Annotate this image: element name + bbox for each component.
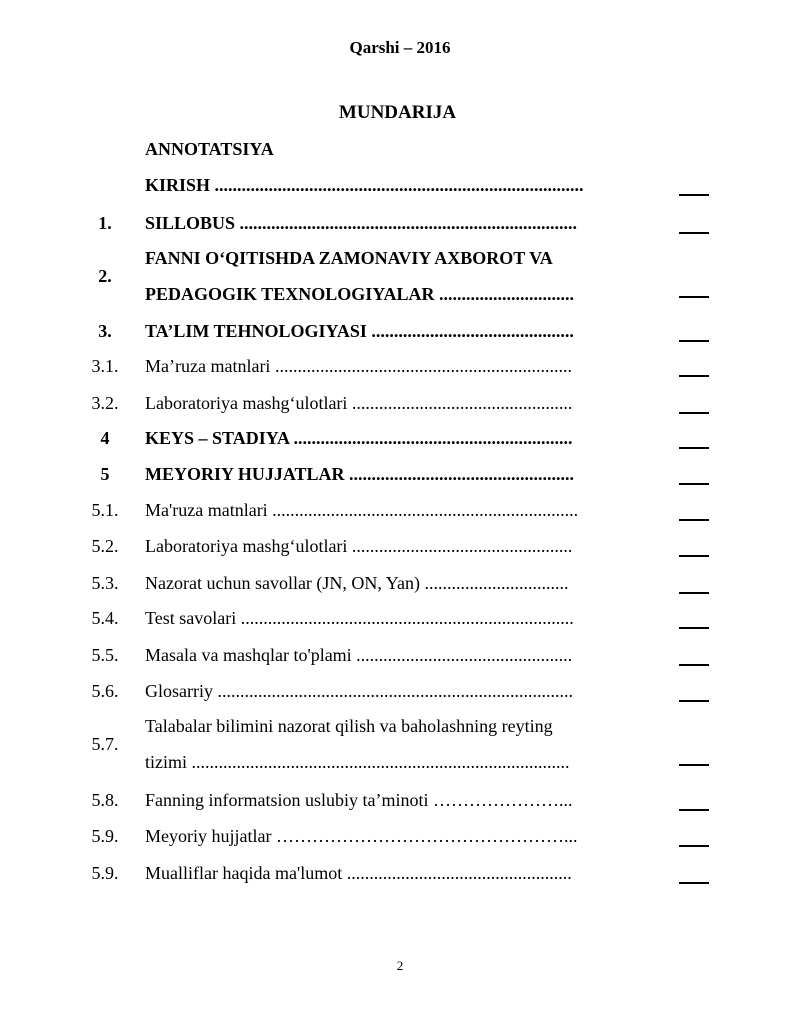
- toc-entry-line: Laboratoriya mashg‘ulotlari .................................................: [145, 393, 573, 413]
- toc-entry-number: 5.8.: [91, 790, 119, 810]
- toc-entry-number: 5.7.: [91, 734, 119, 754]
- toc-entry: [0, 565, 800, 601]
- toc-entry: [0, 818, 800, 854]
- toc-entry-text: [145, 528, 650, 564]
- toc-entry-number: 1.: [98, 213, 112, 233]
- toc-entry-number: 5.9.: [91, 826, 119, 846]
- page-number-blank: [679, 658, 709, 666]
- toc-entry-number: 3.: [98, 321, 112, 341]
- toc-entry-line: TA’LIM TEHNOLOGIYASI .............................................: [145, 321, 574, 341]
- page-number-blank: [679, 513, 709, 521]
- toc-entry-text: [145, 240, 650, 312]
- toc-entry-text: [145, 131, 650, 167]
- toc-entry-number: 2.: [98, 266, 112, 286]
- toc-entry-line: Ma'ruza matnlari ....................................................................: [145, 500, 579, 520]
- page-number-blank: [679, 586, 709, 594]
- page-number-blank: [679, 441, 709, 449]
- toc-title-text: MUNDARIJA: [338, 102, 457, 123]
- toc-entry: [0, 673, 800, 709]
- toc-entry-line: ANNOTATSIYA: [145, 139, 274, 159]
- toc-entry-text: [145, 855, 650, 891]
- toc-entry: [0, 782, 800, 818]
- toc-entry-text: [145, 565, 650, 601]
- toc-entry-line: Masala va mashqlar to'plami ................................................: [145, 645, 573, 665]
- page-number-blank: [679, 876, 709, 884]
- toc-entry-line: Nazorat uchun savollar (JN, ON, Yan) ................................: [145, 573, 569, 593]
- toc-entry-text: [145, 167, 650, 203]
- toc-entry: [0, 131, 800, 167]
- toc-entry-text: [145, 708, 650, 780]
- toc-entry-text: [145, 313, 650, 349]
- toc-entry: [0, 600, 800, 636]
- page-number-blank: [679, 369, 709, 377]
- page-number-blank: [679, 758, 709, 766]
- toc-entry-line: KEYS – STADIYA ..............................................................: [145, 428, 573, 448]
- toc-entry-number: 5: [100, 464, 110, 484]
- toc-entry-line: Test savolari ..........................................................................: [145, 608, 574, 628]
- toc-entry-text: [145, 818, 650, 854]
- toc-entry-number: 5.4.: [91, 608, 119, 628]
- page-number-blank: [679, 621, 709, 629]
- toc-entry-number: 5.3.: [91, 573, 119, 593]
- toc-entry: [0, 492, 800, 528]
- toc-entry-text: [145, 385, 650, 421]
- page-number-blank: [679, 803, 709, 811]
- toc-entry: [0, 855, 800, 891]
- toc-entry: [0, 240, 800, 312]
- toc-entry-text: [145, 492, 650, 528]
- toc-entry: [0, 420, 800, 456]
- toc-entry-text: [145, 456, 650, 492]
- page-number-blank: [679, 549, 709, 557]
- toc-entry-text: [145, 348, 650, 384]
- page-number-blank: [679, 839, 709, 847]
- toc-entry-number: 5.1.: [91, 500, 119, 520]
- toc-entry: [0, 456, 800, 492]
- toc-entry-text: [145, 673, 650, 709]
- toc-entry-line: Mualliflar haqida ma'lumot ..................................................: [145, 863, 572, 883]
- toc-entry-line: Fanning informatsion uslubiy ta’minoti …………………...: [145, 790, 573, 810]
- toc-entry: [0, 313, 800, 349]
- page-number-blank: [679, 290, 709, 298]
- toc-entry-number: 3.2.: [91, 393, 119, 413]
- toc-entry-number: 5.9.: [91, 863, 119, 883]
- toc-entry: [0, 167, 800, 203]
- toc-entry-line: Meyoriy hujjatlar …………………………………………...: [145, 826, 578, 846]
- toc-entry: [0, 637, 800, 673]
- toc-entry-line: KIRISH ..................................................................................: [145, 175, 584, 195]
- toc-entry-line: tizimi ....................................................................................: [145, 752, 570, 772]
- page-number-blank: [679, 477, 709, 485]
- toc-entry: [0, 528, 800, 564]
- page-number-blank: [679, 406, 709, 414]
- toc-entry-text: [145, 637, 650, 673]
- toc-entry-line: Talabalar bilimini nazorat qilish va baholashning reyting: [145, 716, 553, 736]
- toc-entry-number: 4: [100, 428, 110, 448]
- page-number-blank: [679, 188, 709, 196]
- toc-entry-text: [145, 420, 650, 456]
- toc-entry-line: PEDAGOGIK TEXNOLOGIYALAR ..............................: [145, 284, 575, 304]
- toc-entry-number: 3.1.: [91, 356, 119, 376]
- toc-entry-number: 5.2.: [91, 536, 119, 556]
- toc-entry-line: MEYORIY HUJJATLAR ..................................................: [145, 464, 575, 484]
- toc-entry-text: [145, 205, 650, 241]
- toc-title: [0, 102, 800, 124]
- toc-entry-number: 5.5.: [91, 645, 119, 665]
- page-number-blank: [679, 694, 709, 702]
- toc-entry-line: FANNI O‘QITISHDA ZAMONAVIY AXBOROT VA: [145, 248, 553, 268]
- page-number-blank: [679, 334, 709, 342]
- header-place-year: Qarshi – 2016: [349, 38, 451, 57]
- page-number-blank: [679, 226, 709, 234]
- page-number: 2: [396, 958, 404, 973]
- toc-entry-line: Ma’ruza matnlari ..................................................................: [145, 356, 572, 376]
- toc-entry-text: [145, 782, 650, 818]
- toc-entry-line: Laboratoriya mashg‘ulotlari .................................................: [145, 536, 573, 556]
- toc-entry-text: [145, 600, 650, 636]
- toc-entry: [0, 385, 800, 421]
- toc-entry: [0, 348, 800, 384]
- toc-entry: [0, 205, 800, 241]
- toc-entry-line: Glosarriy ...............................................................................: [145, 681, 573, 701]
- toc-entry-line: SILLOBUS ...........................................................................: [145, 213, 578, 233]
- toc-entry-number: 5.6.: [91, 681, 119, 701]
- toc-entry: [0, 708, 800, 780]
